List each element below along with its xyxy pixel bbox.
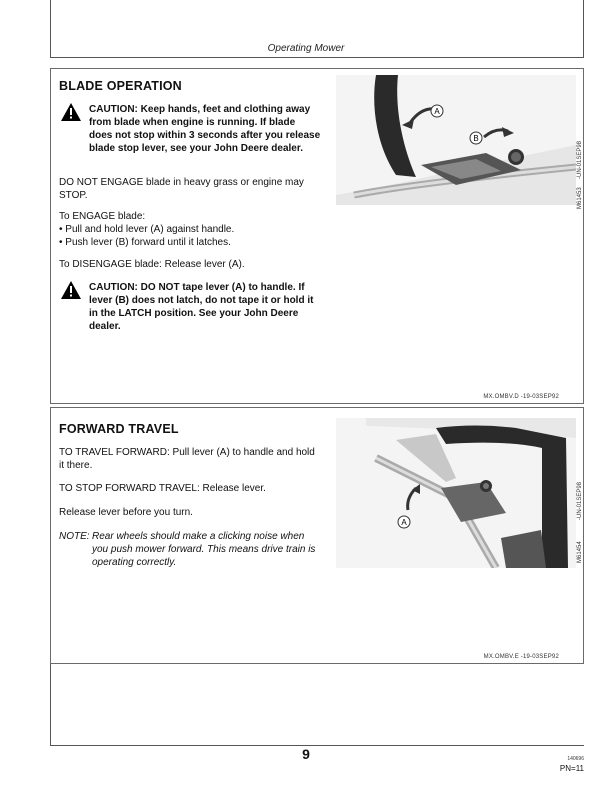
engage-warning-text: DO NOT ENGAGE blade in heavy grass or engine may STOP. bbox=[59, 177, 304, 201]
note-text: Rear wheels should make a clicking noise when you push mower forward. This means drive train is operating correctly. bbox=[92, 531, 316, 568]
warning-icon bbox=[61, 103, 81, 121]
caution-text: CAUTION: DO NOT tape lever (A) to handle. If lever (B) does not latch, do not tape it or hold it in the LATCH position. See your John Deere dealer. bbox=[89, 282, 314, 332]
blade-lever-illustration bbox=[336, 75, 576, 205]
pn-code: PN=11 bbox=[559, 764, 584, 773]
caution-text: CAUTION: Keep hands, feet and clothing away from blade when engine is running. If blade does not stop within 3 seconds after you release blade stop lever, see your John Deere dealer. bbox=[89, 104, 321, 154]
left-margin-line-bottom bbox=[50, 664, 51, 746]
drive-lever-illustration bbox=[336, 418, 576, 568]
note-block bbox=[59, 530, 321, 572]
forward-travel-section bbox=[50, 407, 584, 664]
release-lever-text: Release lever before you turn. bbox=[59, 507, 193, 518]
header-rule bbox=[50, 57, 584, 58]
image-code-top: -UN-01SEP98 bbox=[577, 481, 583, 520]
note-label: NOTE: bbox=[59, 531, 90, 542]
document-code: 140696 bbox=[567, 756, 584, 762]
caution-block bbox=[59, 103, 321, 167]
engage-step-2: • Push lever (B) forward until it latches. bbox=[59, 237, 231, 248]
image-code-top: -UN-01SEP98 bbox=[577, 140, 583, 179]
caution-block bbox=[59, 281, 321, 337]
image-code-bottom: M61454 bbox=[577, 541, 583, 563]
travel-forward-text: TO TRAVEL FORWARD: Pull lever (A) to handle and hold it there. bbox=[59, 447, 315, 471]
callout-label-a: A bbox=[434, 107, 440, 116]
stop-travel-text: TO STOP FORWARD TRAVEL: Release lever. bbox=[59, 483, 266, 494]
engage-step-1: • Pull and hold lever (A) against handle. bbox=[59, 224, 235, 235]
engage-heading: To ENGAGE blade: bbox=[59, 211, 146, 222]
disengage-text: To DISENGAGE blade: Release lever (A). bbox=[59, 259, 245, 270]
page-number: 9 bbox=[302, 746, 310, 762]
reference-code: MX.OMBV.D -19-03SEP92 bbox=[483, 394, 559, 400]
callout-label-b: B bbox=[473, 134, 479, 143]
section-title: BLADE OPERATION bbox=[59, 79, 182, 93]
page-header-title: Operating Mower bbox=[267, 43, 345, 54]
callout-label-a: A bbox=[401, 518, 407, 527]
reference-code: MX.OMBV.E -19-03SEP92 bbox=[483, 654, 559, 660]
blade-operation-section bbox=[50, 68, 584, 404]
image-code-bottom: M61453 bbox=[577, 187, 583, 209]
warning-icon bbox=[61, 281, 81, 299]
section-title: FORWARD TRAVEL bbox=[59, 422, 179, 436]
